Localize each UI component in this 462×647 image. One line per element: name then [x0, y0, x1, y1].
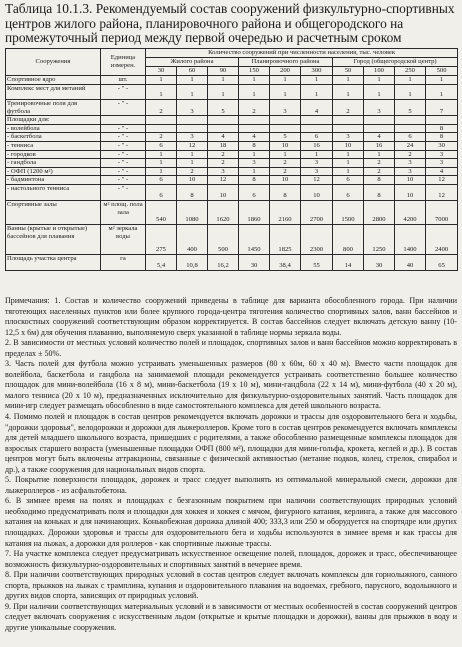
header-population: 100	[364, 67, 395, 76]
facility-count: 24	[395, 141, 426, 150]
note-paragraph: 9. При наличии соответствующих материальных условий и в зависимости от местных особенностей в состав сооружений центров следует включать сооружения с искусственным льдом (открытые и крытые площадки и дорожки), ванны для прыжков в воду и другие уникальные сооружения.	[5, 601, 457, 632]
facility-count: 2300	[301, 224, 333, 254]
header-population: 60	[177, 67, 208, 76]
table-row	[6, 167, 458, 176]
facility-count: 12	[426, 176, 458, 185]
facility-unit: - " -	[101, 124, 146, 133]
facility-count	[364, 116, 395, 125]
facility-name: - баскетбола	[6, 133, 101, 142]
facility-name: - волейбола	[6, 124, 101, 133]
header-population: 200	[270, 67, 301, 76]
table-body	[6, 76, 458, 271]
facilities-table	[5, 48, 458, 271]
facility-count: 10	[301, 184, 333, 200]
note-paragraph: 7. На участке комплекса следует предусматривать искусственное освещение полей, площадок, дорожек и трасс, обеспечивающее возможность физкультурно-оздоровительных и спортивных занятий в вечернее время.	[5, 549, 457, 569]
facility-count	[208, 124, 239, 133]
facility-name: - ОФП (1200 м²)	[6, 167, 101, 176]
facility-unit: шт.	[101, 76, 146, 85]
facility-count	[239, 124, 270, 133]
facility-count: 16	[301, 141, 333, 150]
facility-count: 18	[208, 141, 239, 150]
facility-count: 6	[146, 141, 177, 150]
header-unit: Единица измерен.	[101, 49, 146, 76]
facility-count: 30	[239, 254, 270, 270]
facility-count: 40	[395, 254, 426, 270]
facility-count: 1	[177, 150, 208, 159]
facility-name: - настольного тенниса	[6, 184, 101, 200]
facility-name: - тенниса	[6, 141, 101, 150]
table-row	[6, 76, 458, 85]
facility-count: 3	[301, 167, 333, 176]
facility-count: 1	[146, 150, 177, 159]
facility-count: 3	[270, 100, 301, 116]
facility-count: 1	[146, 85, 177, 100]
facility-count: 8	[239, 176, 270, 185]
header-population: 300	[301, 67, 333, 76]
facility-count: 1	[333, 167, 364, 176]
facility-count: 6	[146, 184, 177, 200]
facility-count: 2	[270, 159, 301, 168]
facility-count: 1	[426, 85, 458, 100]
facility-count: 16,2	[208, 254, 239, 270]
facility-count: 1825	[270, 224, 301, 254]
facility-count: 8	[239, 141, 270, 150]
table-row	[6, 159, 458, 168]
facility-name: Площадь участка центра	[6, 254, 101, 270]
facility-count: 1	[333, 150, 364, 159]
facility-unit: - " -	[101, 100, 146, 116]
facility-count: 1080	[177, 200, 208, 224]
facility-count: 1	[208, 76, 239, 85]
facility-count	[177, 116, 208, 125]
facility-count: 2	[239, 100, 270, 116]
facility-count: 1	[395, 85, 426, 100]
facility-count	[333, 116, 364, 125]
facility-count: 2	[364, 167, 395, 176]
facility-count: 1	[333, 76, 364, 85]
table-row	[6, 176, 458, 185]
header-population: 90	[208, 67, 239, 76]
facility-unit	[101, 116, 146, 125]
facility-count: 3	[208, 167, 239, 176]
header-population: 500	[426, 67, 458, 76]
table-row	[6, 184, 458, 200]
facility-count: 5	[208, 100, 239, 116]
note-paragraph: Примечания: 1. Состав и количество сооружений приведены в таблице для варианта обособленного города. При наличии тяготеющих населенных пунктов или более крупного города-центра тяготения количество спортивных залов, ванн бассейнов и плоскостных сооружений соответствующим образом корректируется. В состав бассейнов следует включать детскую ванну (10-12,5 x 6м) для обучения плаванию, выполняемую сверх указанной в таблице нормы зеркала воды.	[5, 296, 457, 337]
facility-name: Тренировочные поля для футбола	[6, 100, 101, 116]
facility-count	[333, 124, 364, 133]
facility-count: 4200	[395, 200, 426, 224]
facility-count: 30	[364, 254, 395, 270]
table-row	[6, 150, 458, 159]
note-paragraph: 6. В зимнее время на полях и площадках с безгазонным покрытием при наличии соответствующих природных условий необходимо предусматривать поля и площадки для хоккея и хоккея с мячом, фигурного катания, керлинга, а также для массового катания на коньках и для начинающих. Конькобежная дорожка длиной 400; 333,3 или 250 м оборудуется на спортядре или других площадках. Дорожки здоровья и трассы для оздоровительного бега и ходьбы используются в зимнее время и как трассы для катания на лыжах, а дорожки для роллеров - как спортивные лыжные трассы.	[5, 496, 457, 548]
facility-count	[395, 124, 426, 133]
facility-count: 10,8	[177, 254, 208, 270]
table-row	[6, 116, 458, 125]
facility-count: 30	[426, 141, 458, 150]
header-population: 50	[333, 67, 364, 76]
facility-count	[364, 124, 395, 133]
facility-unit: га	[101, 254, 146, 270]
facility-count: 12	[426, 184, 458, 200]
facility-count: 1	[364, 76, 395, 85]
facility-count: 10	[177, 176, 208, 185]
facility-unit: - " -	[101, 141, 146, 150]
facility-count: 540	[146, 200, 177, 224]
facility-count: 8	[364, 176, 395, 185]
facility-count: 3	[239, 159, 270, 168]
facility-count: 12	[301, 176, 333, 185]
facility-count	[270, 116, 301, 125]
facility-count: 10	[270, 141, 301, 150]
facility-count: 1860	[239, 200, 270, 224]
table-row	[6, 254, 458, 270]
facility-count: 14	[333, 254, 364, 270]
header-population: 250	[395, 67, 426, 76]
facility-count: 10	[395, 176, 426, 185]
header-group-planning: Планировочного района	[239, 58, 333, 67]
facility-count: 400	[177, 224, 208, 254]
facility-count: 1	[270, 150, 301, 159]
facility-name: Спортивные залы	[6, 200, 101, 224]
facility-count: 55	[301, 254, 333, 270]
facility-count: 1	[395, 76, 426, 85]
facility-count: 2	[146, 133, 177, 142]
facility-count: 275	[146, 224, 177, 254]
facility-count: 10	[333, 141, 364, 150]
note-paragraph: 8. При наличии соответствующих природных условий в состав центров следует включать комплексы для горнолыжного, санного спорта, прыжков на лыжах с трамплина, купания и оздоровительного плавания на водоемах, гребного, парусного, водолыжного и других видов спорта, зависящих от природных условий.	[5, 570, 457, 601]
header-facilities: Сооружения	[6, 49, 101, 76]
note-paragraph: 2. В зависимости от местных условий количество полей и площадок, спортивных залов и ванн бассейнов можно корректировать в пределах ± 50%.	[5, 338, 457, 358]
facility-unit: - " -	[101, 184, 146, 200]
facility-count: 3	[395, 167, 426, 176]
facility-count: 3	[177, 133, 208, 142]
facility-count: 1	[270, 76, 301, 85]
header-group-city: Город (общегородской центр)	[333, 58, 458, 67]
facility-count: 3	[395, 159, 426, 168]
facility-count: 1	[146, 159, 177, 168]
facility-count: 2	[146, 100, 177, 116]
facility-count: 1250	[364, 224, 395, 254]
facility-count: 1	[333, 85, 364, 100]
facility-name: - гандбола	[6, 159, 101, 168]
facility-count: 2700	[301, 200, 333, 224]
table-row	[6, 85, 458, 100]
facility-count: 7	[426, 100, 458, 116]
facility-count: 1620	[208, 200, 239, 224]
facility-unit: - " -	[101, 176, 146, 185]
facility-count	[270, 124, 301, 133]
facility-unit: - " -	[101, 133, 146, 142]
facility-count: 1	[146, 167, 177, 176]
facility-count: 2	[395, 150, 426, 159]
facility-count	[301, 116, 333, 125]
facility-count: 1400	[395, 224, 426, 254]
facility-count: 1	[177, 76, 208, 85]
table-row	[6, 100, 458, 116]
facility-name: - городков	[6, 150, 101, 159]
note-paragraph: 5. Покрытие поверхности площадок, дорожек и трасс следует выполнять из оптимальной минеральной смеси, дорожки для лыжероллеров - из асфальтобетона.	[5, 475, 457, 495]
facility-count: 8	[426, 133, 458, 142]
facility-count: 1	[333, 159, 364, 168]
facility-count: 10	[270, 176, 301, 185]
facility-count: 6	[395, 133, 426, 142]
facility-count	[239, 116, 270, 125]
facility-count: 6	[333, 176, 364, 185]
facility-count: 1	[364, 85, 395, 100]
facility-name: Комплекс мест для метаний	[6, 85, 101, 100]
facility-count: 8	[364, 184, 395, 200]
facility-count: 4	[364, 133, 395, 142]
facility-count: 2	[208, 150, 239, 159]
facility-count: 6	[333, 184, 364, 200]
facility-count: 8	[426, 124, 458, 133]
note-paragraph: 4. Помимо полей и площадок в состав центров рекомендуется включать дорожки и трассы для оздоровительного бега и ходьбы, "дорожки здоровья", велодорожки и дорожки для лыжероллеров. Кроме того в состав центров рекомендуется включать комплексы для детей младшего школьного возраста, пришедших с родителями, а также обособленно размещенные комплексы площадок для взрослых старшего возраста (уменьшенные площадки ОФП (800 м²), площадки для мини-гольфа, крокета, кеглей и др.). В состав центров могут быть включены аттракционы, связанные с физической активностью (метание подков, колец, стрелок, спирабол и др.), а также сооружения для национальных видов спорта.	[5, 412, 457, 474]
facility-count: 5	[395, 100, 426, 116]
facility-count: 2	[333, 100, 364, 116]
facility-count: 4	[208, 133, 239, 142]
notes-section	[5, 296, 457, 634]
facility-count	[146, 116, 177, 125]
facility-count: 6	[301, 133, 333, 142]
facility-count: 1	[301, 150, 333, 159]
facility-count: 1	[301, 85, 333, 100]
facility-unit: - " -	[101, 159, 146, 168]
facility-count: 2	[177, 167, 208, 176]
facility-count: 800	[333, 224, 364, 254]
facility-count	[177, 124, 208, 133]
facility-count: 1	[208, 85, 239, 100]
table-row	[6, 200, 458, 224]
facility-count: 1	[239, 76, 270, 85]
facility-count: 8	[270, 184, 301, 200]
facility-count: 10	[395, 184, 426, 200]
facility-count	[146, 124, 177, 133]
facility-count: 1	[239, 167, 270, 176]
facility-count: 4	[426, 167, 458, 176]
facility-count: 1500	[333, 200, 364, 224]
facility-count	[426, 116, 458, 125]
facility-count: 2	[270, 167, 301, 176]
facility-count: 3	[177, 100, 208, 116]
facility-unit: м² зеркала воды	[101, 224, 146, 254]
facility-count: 1	[364, 150, 395, 159]
header-group-residential: Жилого района	[146, 58, 239, 67]
facility-count: 1	[177, 159, 208, 168]
facility-count: 3	[301, 159, 333, 168]
facility-count: 10	[208, 184, 239, 200]
facility-count	[301, 124, 333, 133]
facility-count: 1	[270, 85, 301, 100]
table-row	[6, 133, 458, 142]
header-population: 150	[239, 67, 270, 76]
facility-count: 1	[239, 150, 270, 159]
facility-name: Площадки для:	[6, 116, 101, 125]
facility-count: 500	[208, 224, 239, 254]
facility-count: 1450	[239, 224, 270, 254]
table-title: Таблица 10.1.3. Рекомендуемый состав сооружений физкультурно-спортивных центров жилого района, планировочного района и общегородского на промежуточный период между первой очередью и расчетным сроком	[5, 1, 455, 46]
facility-count: 38,4	[270, 254, 301, 270]
facility-count: 1	[426, 76, 458, 85]
facility-unit: - " -	[101, 85, 146, 100]
header-count: Количество сооружений при численности населения, тыс. человек	[146, 49, 458, 58]
facility-count	[208, 116, 239, 125]
facility-name: - бадминтона	[6, 176, 101, 185]
facility-count: 8	[177, 184, 208, 200]
header-population: 30	[146, 67, 177, 76]
facility-count: 7000	[426, 200, 458, 224]
facility-count: 1	[239, 85, 270, 100]
facility-count: 1	[177, 85, 208, 100]
facility-count: 6	[239, 184, 270, 200]
facility-count: 12	[208, 176, 239, 185]
facility-count: 65	[426, 254, 458, 270]
note-paragraph: 3. Часть полей для футбола можно устраивать уменьшенных размеров (80 x 60м, 60 x 40 м). Вместо части площадок для волейбола, баскетбола и гандбола на занимаемой площади рекомендуется устраивать соответственно большее количество площадок для мини-волейбола (16 x 8 м), мини-баскетбола (19 x 10 м), мини-гандбола (22 x 14 м), мини-футбола (40 x 20 м), малого тенниса (20 x 10 м), предназначенных исключительно для физкультурно-оздоровительных занятий. Часть площадок для мини-игр следует размещать обособленно в виде самостоятельного комплекса для детей школьного возраста.	[5, 359, 457, 411]
facility-count: 1	[146, 76, 177, 85]
facility-count: 4	[301, 100, 333, 116]
facility-count: 3	[364, 100, 395, 116]
facility-count: 3	[426, 150, 458, 159]
table-row	[6, 124, 458, 133]
facility-unit: - " -	[101, 167, 146, 176]
facility-name: Ванны (крытые и открытые) бассейнов для плавания	[6, 224, 101, 254]
facility-count: 5,4	[146, 254, 177, 270]
facility-count: 6	[146, 176, 177, 185]
facility-count: 2160	[270, 200, 301, 224]
facility-count: 2800	[364, 200, 395, 224]
facility-count: 2400	[426, 224, 458, 254]
facility-count: 12	[177, 141, 208, 150]
facility-count: 4	[239, 133, 270, 142]
facility-count: 1	[301, 76, 333, 85]
table-row	[6, 141, 458, 150]
facility-name: Спортивное ядро	[6, 76, 101, 85]
facility-count: 2	[364, 159, 395, 168]
facility-count: 3	[333, 133, 364, 142]
facility-count: 2	[208, 159, 239, 168]
facility-count: 5	[270, 133, 301, 142]
table-row	[6, 224, 458, 254]
facility-count: 16	[364, 141, 395, 150]
facility-unit: м² площ. пола зала	[101, 200, 146, 224]
facility-count	[395, 116, 426, 125]
facility-unit: - " -	[101, 150, 146, 159]
facility-count: 3	[426, 159, 458, 168]
